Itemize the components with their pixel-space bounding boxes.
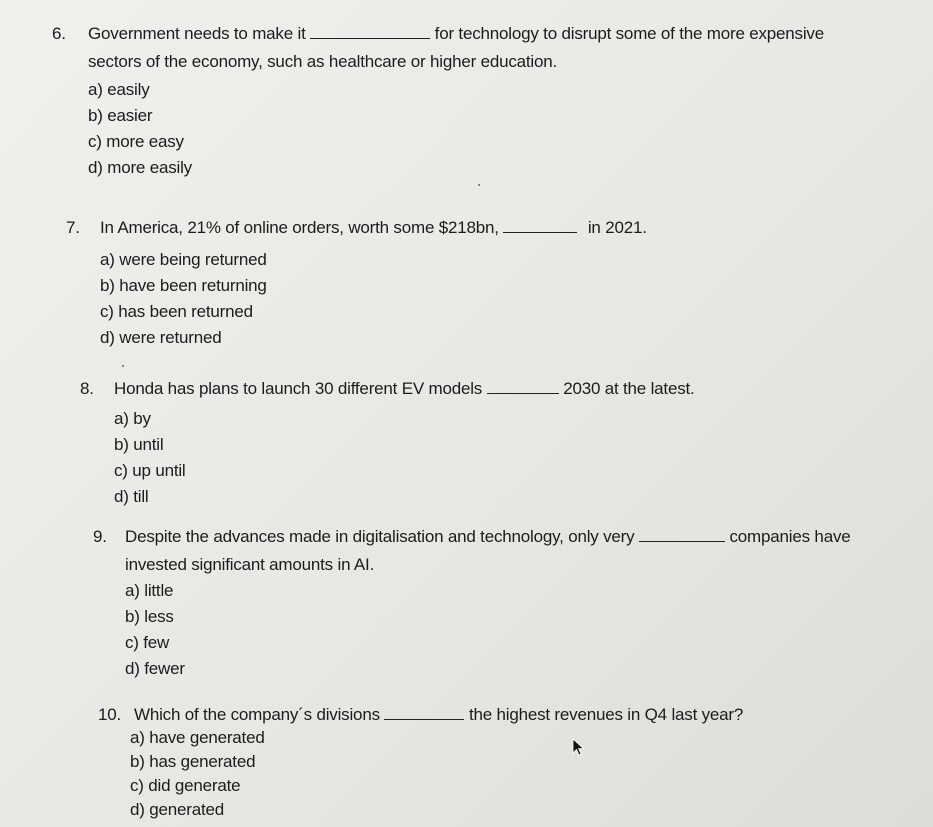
option-a: a) by — [114, 409, 151, 428]
option-b: b) has generated — [130, 752, 256, 771]
option-a: a) easily — [88, 80, 150, 99]
option-a: a) have generated — [130, 728, 265, 747]
question-10-stem — [98, 704, 743, 726]
stem-after: the highest revenues in Q4 last year? — [468, 705, 744, 724]
answer-blank — [487, 379, 559, 394]
option-d: d) were returned — [100, 328, 222, 347]
stem-after: for technology to disrupt some of the more expensive — [434, 24, 824, 43]
question-number: 10. — [98, 705, 122, 724]
option-d: d) generated — [130, 800, 225, 819]
paper-speck — [478, 184, 480, 186]
question-number: 8. — [80, 379, 94, 398]
option-b: b) less — [125, 607, 174, 626]
option-c: c) more easy — [88, 132, 184, 151]
options-list — [93, 578, 851, 682]
stem-after: companies have — [729, 527, 851, 546]
stem-continuation: sectors of the economy, such as healthcare or higher education. — [88, 52, 558, 71]
stem-before: Which of the company´s divisions — [134, 705, 380, 724]
option-a: a) little — [125, 581, 174, 600]
answer-blank — [503, 218, 577, 233]
option-c: c) did generate — [130, 776, 241, 795]
answer-blank — [384, 705, 464, 720]
question-10 — [98, 704, 743, 822]
option-c: c) has been returned — [100, 302, 253, 321]
question-8 — [80, 378, 695, 510]
stem-continuation: invested significant amounts in AI. — [125, 555, 375, 574]
options-list — [80, 406, 695, 510]
question-6 — [52, 23, 824, 181]
option-a: a) were being returned — [100, 250, 267, 269]
stem-after: in 2021. — [587, 218, 647, 237]
stem-after: 2030 at the latest. — [563, 379, 695, 398]
option-b: b) easier — [88, 106, 153, 125]
option-c: c) few — [125, 633, 170, 652]
mouse-pointer-icon — [572, 738, 586, 756]
question-6-stem — [52, 23, 824, 45]
stem-before: In America, 21% of online orders, worth some $218bn, — [100, 218, 499, 237]
option-d: d) till — [114, 487, 149, 506]
answer-blank — [310, 24, 430, 39]
question-9 — [93, 526, 851, 682]
question-7-stem — [66, 217, 647, 239]
question-8-stem — [80, 378, 695, 400]
option-b: b) until — [114, 435, 164, 454]
stem-before: Government needs to make it — [88, 24, 306, 43]
option-d: d) more easily — [88, 158, 192, 177]
question-7 — [66, 217, 647, 351]
answer-blank — [639, 527, 725, 542]
option-c: c) up until — [114, 461, 186, 480]
question-number: 6. — [52, 24, 66, 43]
options-list — [98, 726, 743, 822]
options-list — [52, 77, 824, 181]
options-list — [66, 247, 647, 351]
option-d: d) fewer — [125, 659, 185, 678]
question-number: 7. — [66, 218, 80, 237]
option-b: b) have been returning — [100, 276, 267, 295]
question-number: 9. — [93, 527, 107, 546]
stem-before: Honda has plans to launch 30 different EV models — [114, 379, 483, 398]
question-9-stem — [93, 526, 851, 548]
stem-before: Despite the advances made in digitalisation and technology, only very — [125, 527, 635, 546]
paper-speck — [122, 365, 124, 367]
